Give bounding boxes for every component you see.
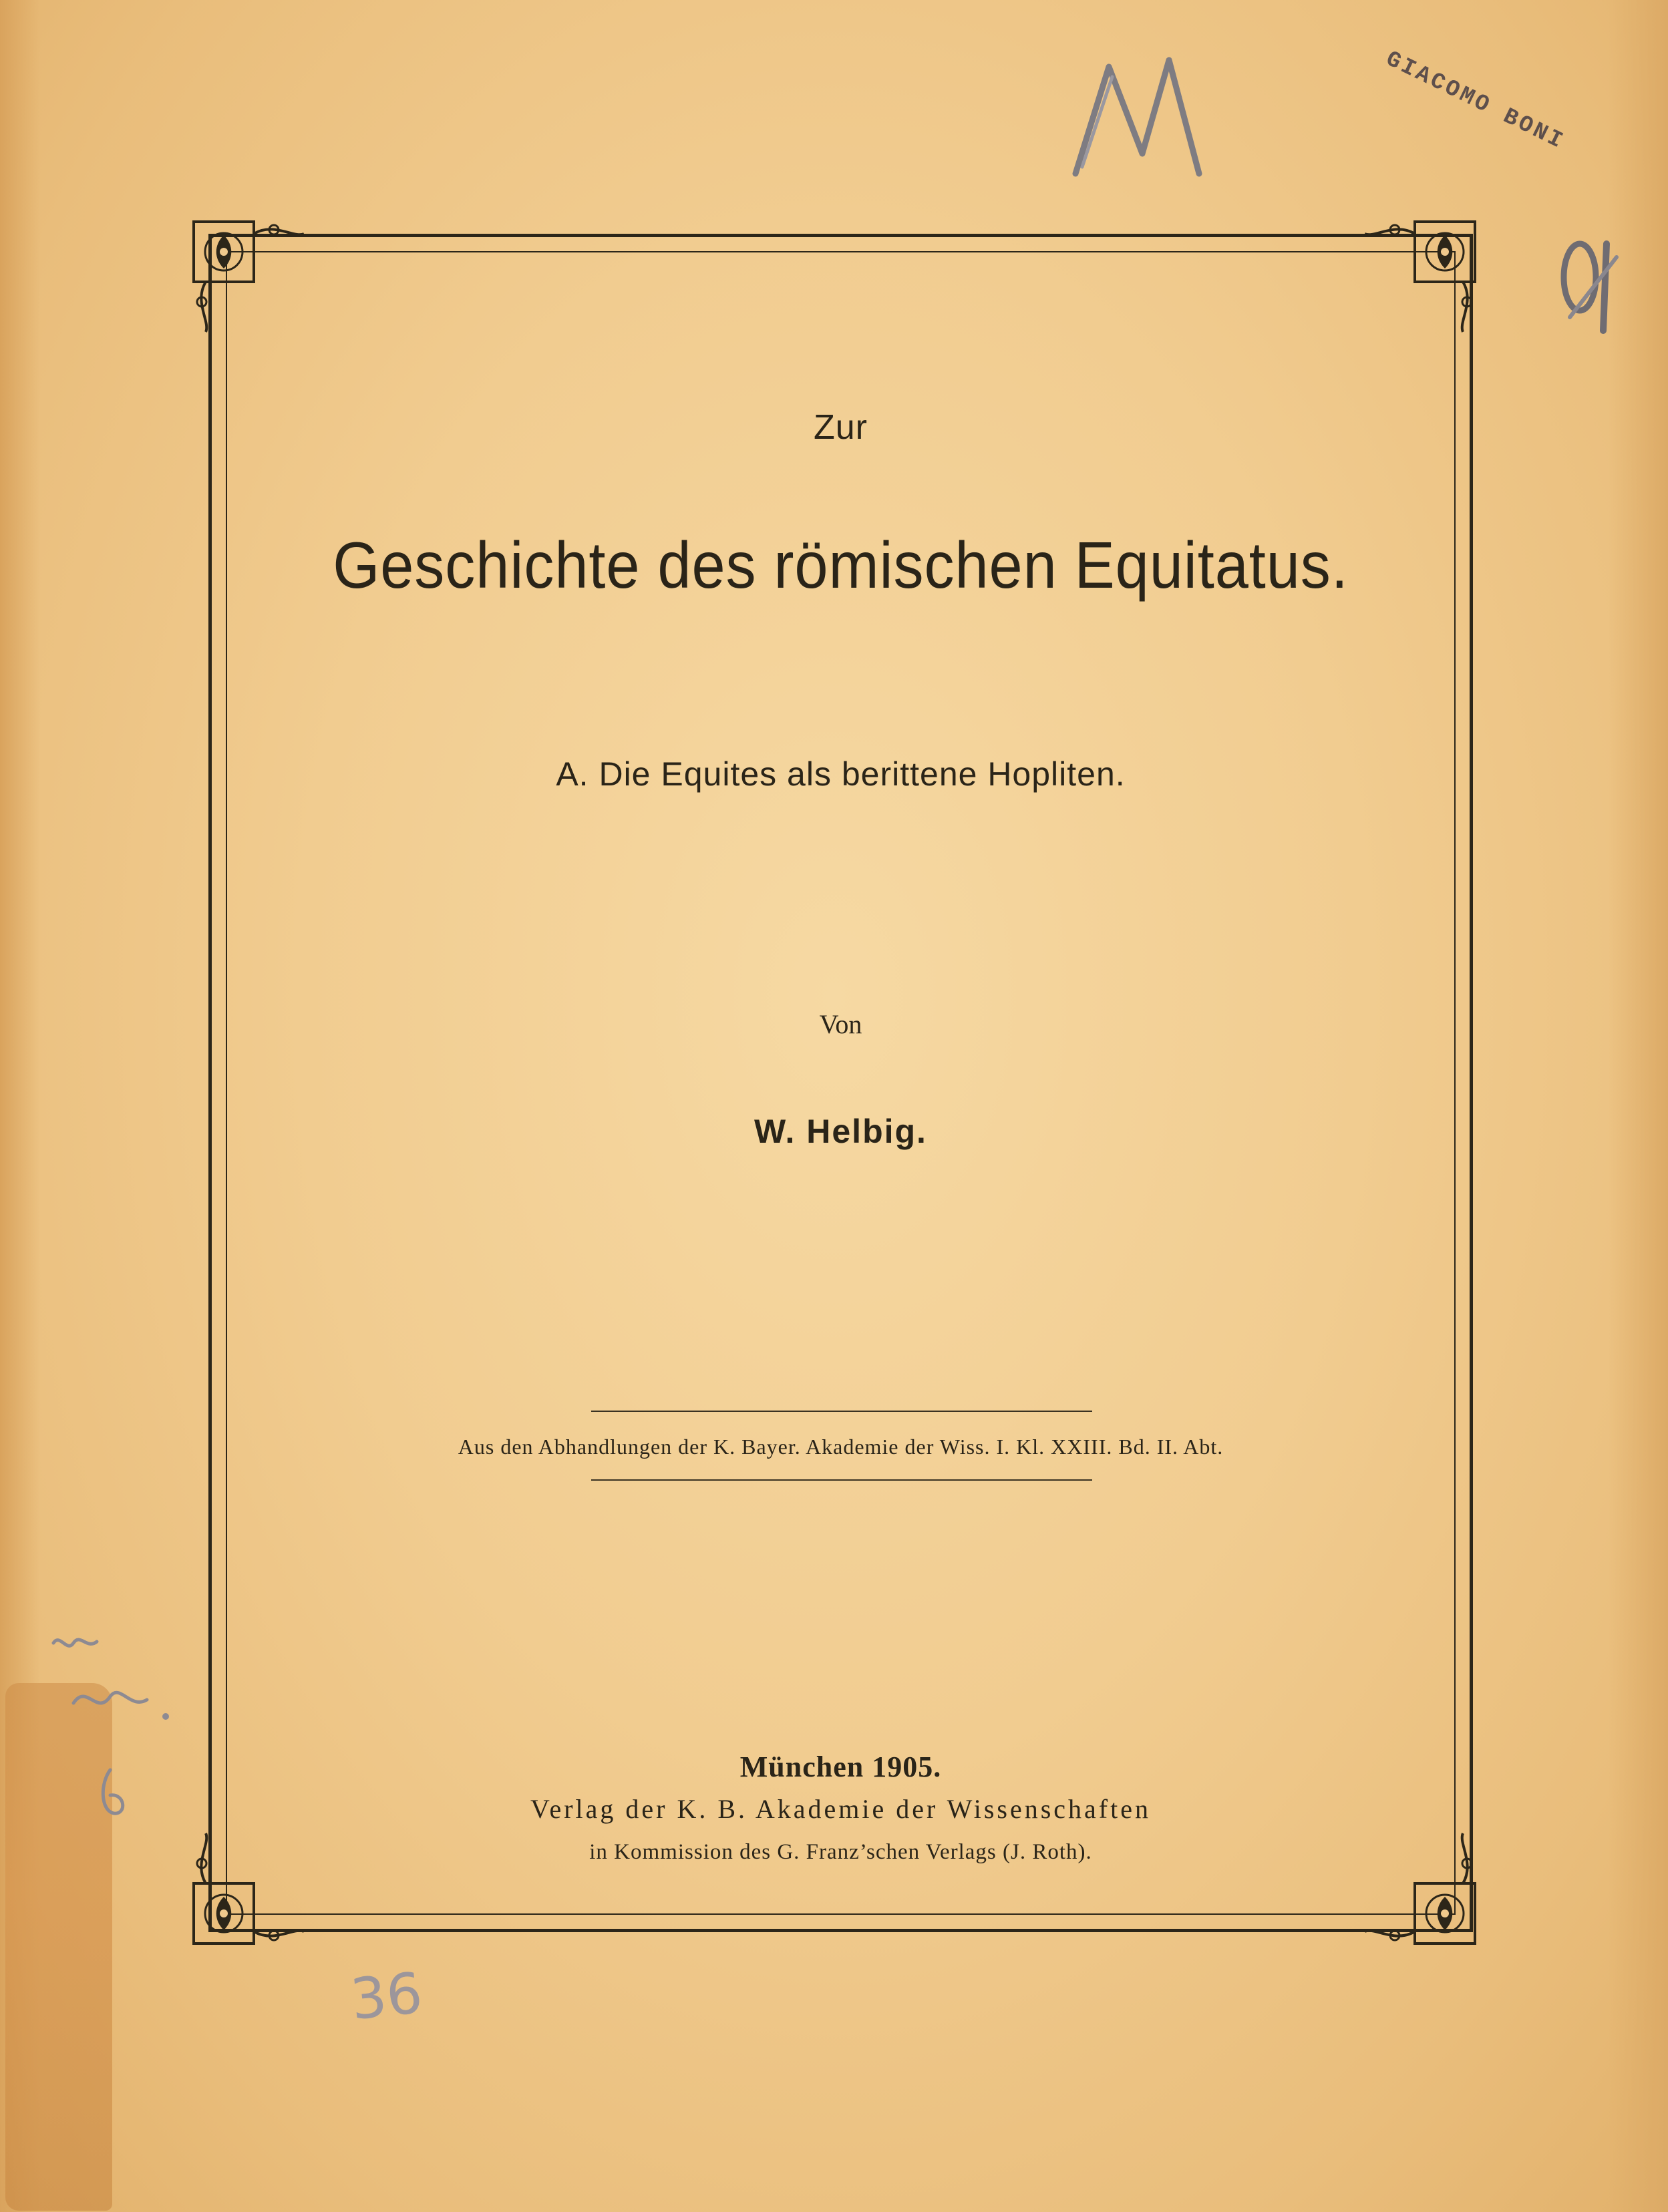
corner-ornament-icon xyxy=(187,215,307,335)
imprint-commission: in Kommission des G. Franz’schen Verlags (J. Roth). xyxy=(589,1840,1092,1864)
library-stamp: GIACOMO BONI xyxy=(1381,47,1569,156)
title-preposition: Zur xyxy=(814,408,868,447)
source-divider-bottom xyxy=(591,1479,1092,1481)
page-frame-inner xyxy=(226,251,1456,1915)
byline-preposition: Von xyxy=(819,1009,862,1039)
corner-ornament-icon xyxy=(1361,215,1482,335)
handwritten-corner-mark xyxy=(1556,230,1630,344)
page-subtitle: A. Die Equites als berittene Hopliten. xyxy=(556,755,1126,793)
page-title: Geschichte des römischen Equitatus. xyxy=(333,528,1349,602)
handwritten-m-mark xyxy=(1062,40,1216,187)
source-note: Aus den Abhandlungen der K. Bayer. Akademie der Wiss. I. Kl. XXIII. Bd. II. Abt. xyxy=(458,1435,1224,1459)
author-name: W. Helbig. xyxy=(754,1113,927,1150)
margin-handwriting xyxy=(47,1630,180,1830)
handwritten-number: 36 xyxy=(347,1960,426,2033)
source-divider-top xyxy=(591,1411,1092,1412)
imprint-place-year: München 1905. xyxy=(739,1750,942,1783)
imprint-publisher: Verlag der K. B. Akademie der Wissenschaften xyxy=(530,1794,1151,1824)
